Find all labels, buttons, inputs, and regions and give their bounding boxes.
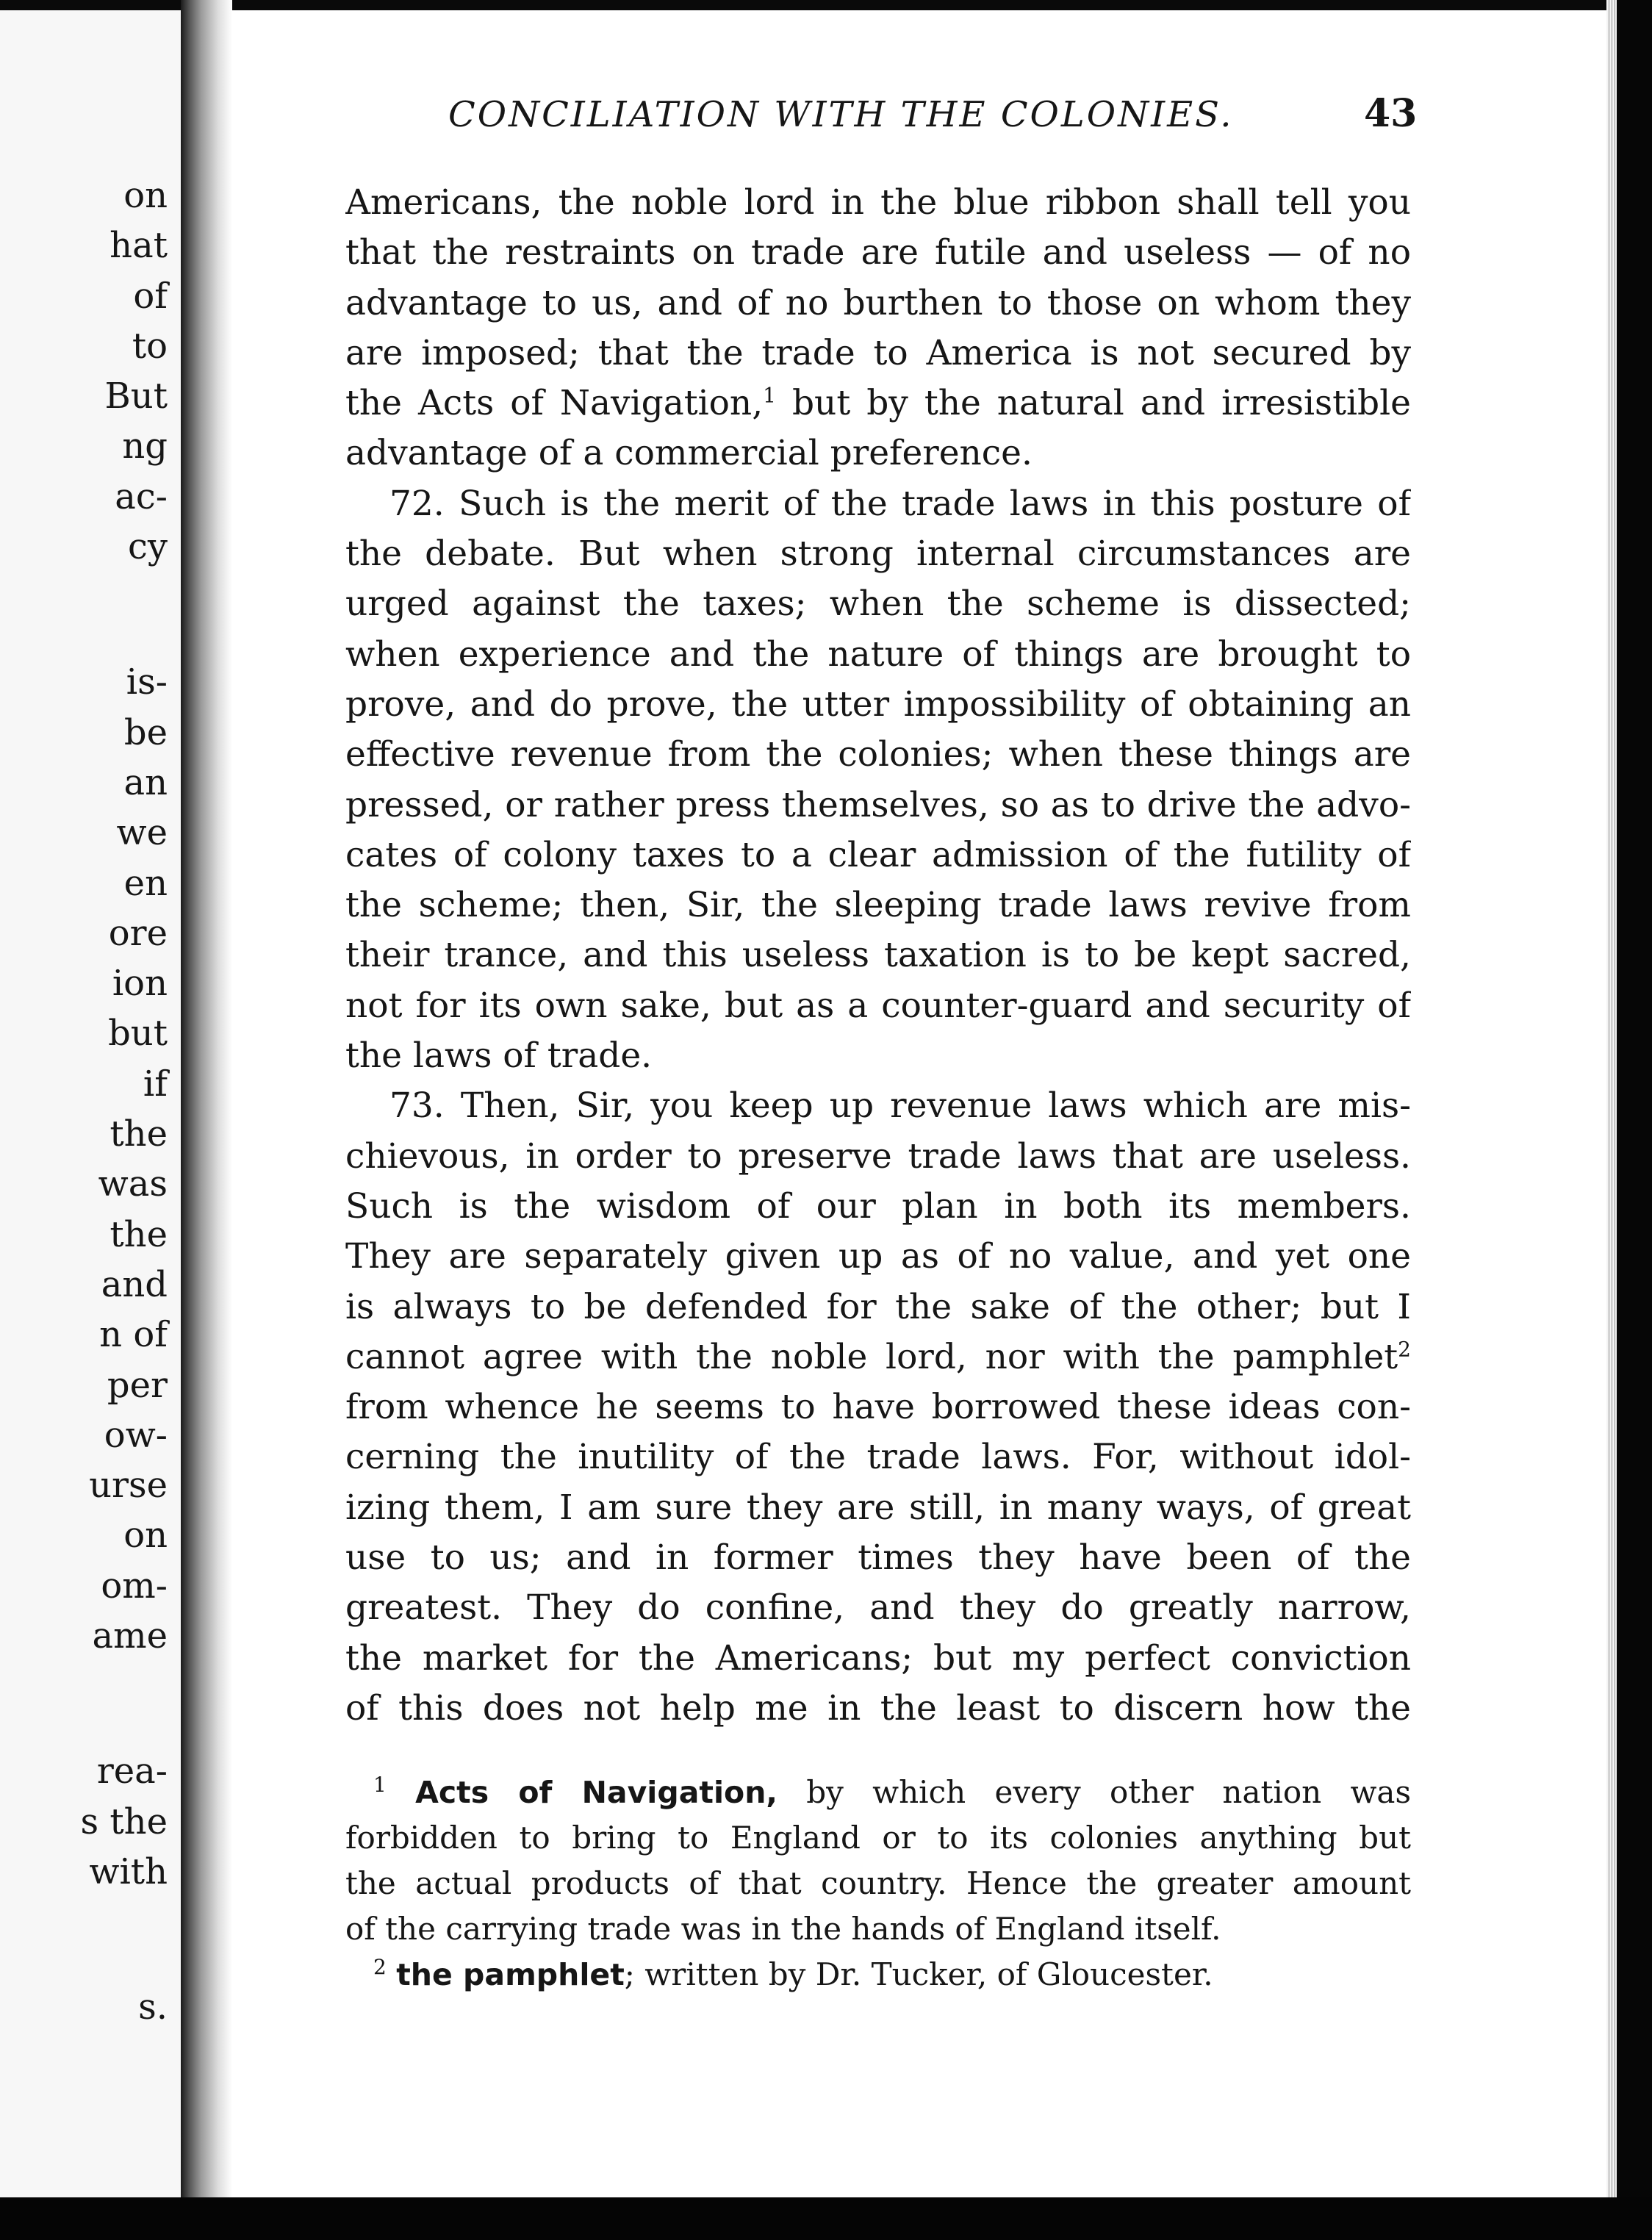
facing-line: cy: [128, 526, 168, 568]
text-line: izing them, I am sure they are still, in many ways, of great: [345, 1487, 1411, 1528]
facing-line: s the: [80, 1801, 168, 1842]
facing-line: rea-: [96, 1751, 168, 1792]
facing-line-gap: [81, 572, 168, 657]
facing-line: of: [133, 275, 168, 317]
text-line: advantage to us, and of no burthen to those on whom they: [345, 282, 1411, 323]
footnote-2: [345, 1952, 1411, 1997]
footnote-2-text: ; written by Dr. Tucker, of Gloucester.: [624, 1956, 1213, 1992]
facing-line: be: [123, 711, 168, 753]
page-number: 43: [1364, 91, 1418, 136]
footnote-1: [345, 1770, 1411, 1815]
facing-line-gap: [81, 1661, 168, 1746]
text-line: from whence he seems to have borrowed these ideas con-: [345, 1387, 1411, 1428]
text-line: the scheme; then, Sir, the sleeping trade laws revive from: [345, 885, 1411, 926]
facing-line: per: [107, 1364, 168, 1406]
facing-page-fragment: [0, 10, 181, 2197]
text-segment: cannot agree with the noble lord, nor with the pamphlet: [345, 1336, 1398, 1377]
facing-line-gap: [81, 1897, 168, 1982]
footnote-1-line: forbidden to bring to England or to its colonies anything but: [345, 1820, 1411, 1856]
text-line: that the restraints on trade are futile and useless — of no: [345, 232, 1411, 273]
facing-line: if: [143, 1063, 168, 1105]
facing-line: with: [89, 1850, 168, 1892]
facing-page-line-ends: [81, 170, 168, 2033]
paragraph-72-start: 72. Such is the merit of the trade laws in this posture of: [389, 483, 1411, 524]
text-line: cerning the inutility of the trade laws. For, without idol-: [345, 1437, 1411, 1478]
text-line: the market for the Americans; but my perfect conviction: [345, 1637, 1411, 1679]
main-text: [345, 178, 1411, 1734]
text-line: the debate. But when strong internal circumstances are: [345, 534, 1411, 575]
text-line: the laws of trade.: [345, 1035, 653, 1077]
facing-line: ame: [92, 1615, 168, 1657]
facing-line: s.: [138, 1986, 168, 2028]
text-line: of this does not help me in the least to discern how the: [345, 1687, 1411, 1729]
facing-line: ng: [122, 426, 168, 467]
facing-line: hat: [109, 225, 168, 267]
facing-line: but: [108, 1013, 168, 1055]
scan-right-edge: [1617, 0, 1652, 2240]
text-line: effective revenue from the colonies; when these things are: [345, 734, 1411, 775]
text-line: urged against the taxes; when the scheme is dissected;: [345, 584, 1411, 625]
text-line: greatest. They do confine, and they do greatly narrow,: [345, 1587, 1411, 1629]
text-line: not for its own sake, but as a counter-guard and security of: [345, 985, 1411, 1026]
text-line: Such is the wisdom of our plan in both its members.: [345, 1185, 1411, 1227]
facing-line: n of: [99, 1314, 168, 1356]
footnote-2-marker: 2: [373, 1955, 387, 1979]
facing-line: ac-: [115, 475, 168, 517]
text-line: are imposed; that the trade to America is not secured by: [345, 332, 1411, 373]
text-line: is always to be defended for the sake of the other; but I: [345, 1286, 1411, 1327]
footnote-1-term: Acts of Navigation,: [415, 1775, 777, 1810]
facing-line: on: [123, 1515, 168, 1557]
text-line: use to us; and in former times they have been of the: [345, 1537, 1411, 1579]
footnote-ref-2[interactable]: 2: [1398, 1337, 1411, 1362]
facing-line: we: [116, 812, 168, 854]
facing-line: om-: [101, 1565, 168, 1607]
facing-line: ore: [108, 912, 168, 954]
text-segment: but by the natural and irresistible: [791, 383, 1411, 424]
text-line: [345, 1332, 1411, 1382]
text-line: chievous, in order to preserve trade laws that are useless.: [345, 1135, 1411, 1177]
facing-line: But: [104, 376, 168, 417]
facing-line: urse: [89, 1465, 168, 1507]
footnote-1-marker: 1: [373, 1773, 387, 1797]
facing-line: the: [109, 1213, 168, 1255]
footnote-1-line: the actual products of that country. Hence the greater amount: [345, 1865, 1411, 1901]
facing-line: was: [98, 1163, 168, 1205]
facing-line: and: [101, 1263, 168, 1305]
facing-line: an: [123, 761, 168, 803]
book-gutter-shadow: [181, 0, 232, 2197]
scan-bottom-edge: [0, 2197, 1652, 2240]
facing-line: ion: [112, 963, 168, 1005]
text-line: cates of colony taxes to a clear admission of the futility of: [345, 834, 1411, 875]
footnotes: [345, 1770, 1411, 1997]
scan-top-edge: [0, 0, 1652, 10]
text-line: when experience and the nature of things are brought to: [345, 633, 1411, 675]
text-line: They are separately given up as of no value, and yet one: [345, 1236, 1411, 1277]
footnote-2-term: the pamphlet: [396, 1957, 625, 1992]
text-line: [345, 378, 1411, 428]
running-title: CONCILIATION WITH THE COLONIES.: [448, 94, 1234, 135]
text-line: their trance, and this useless taxation is to be kept sacred,: [345, 935, 1411, 976]
footnote-1-line: of the carrying trade was in the hands of England itself.: [345, 1911, 1221, 1947]
paragraph-73-start: 73. Then, Sir, you keep up revenue laws which are mis-: [389, 1085, 1411, 1127]
facing-line: on: [123, 175, 168, 216]
text-line: Americans, the noble lord in the blue ribbon shall tell you: [345, 182, 1411, 223]
text-segment: the Acts of Navigation,: [345, 383, 764, 424]
facing-line: to: [132, 325, 168, 367]
text-line: pressed, or rather press themselves, so as to drive the advo-: [345, 784, 1411, 825]
facing-line: is-: [126, 661, 168, 703]
text-line: prove, and do prove, the utter impossibility of obtaining an: [345, 683, 1411, 725]
facing-line: ow-: [104, 1414, 168, 1456]
footnote-1-text: by which every other nation was: [806, 1774, 1411, 1810]
facing-line: en: [123, 862, 168, 904]
facing-line: the: [109, 1113, 168, 1155]
footnote-ref-1[interactable]: 1: [763, 383, 776, 408]
text-line: advantage of a commercial preference.: [345, 433, 1032, 474]
